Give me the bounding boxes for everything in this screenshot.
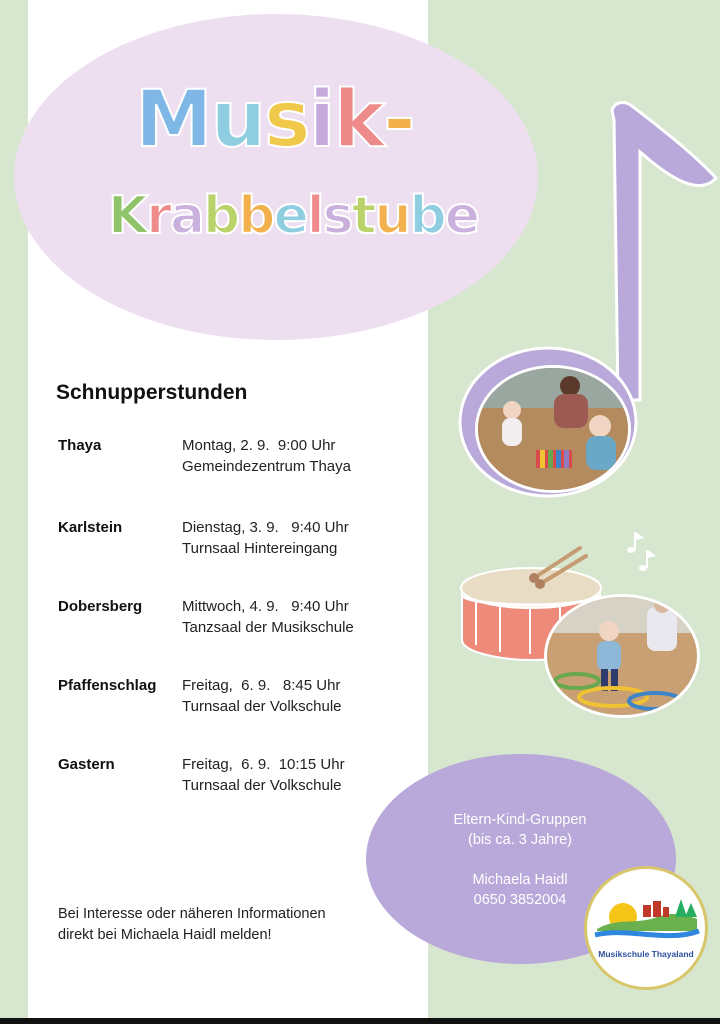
photo-xylophone xyxy=(475,365,631,493)
contact-block xyxy=(430,810,610,910)
photo-hoops xyxy=(544,594,700,718)
title-letter: M xyxy=(135,75,211,165)
title-letter: i xyxy=(308,75,334,165)
title-letter: e xyxy=(444,186,478,246)
title-oval xyxy=(14,14,538,340)
schedule-place: Karlstein xyxy=(58,519,123,536)
bottom-bar xyxy=(0,1018,720,1024)
title-letter: s xyxy=(264,75,309,165)
title-letter: b xyxy=(203,186,239,246)
contact-spacer xyxy=(430,850,610,870)
schedule-place: Dobersberg xyxy=(58,598,143,615)
footer-line-2: direkt bei Michaela Haidl melden! xyxy=(58,927,272,943)
contact-name: Michaela Haidl xyxy=(472,872,568,888)
footer-line-1: Bei Interesse oder näheren Informationen xyxy=(58,906,326,922)
schedule-date: Freitag, 6. 9. 8:45 Uhr xyxy=(182,677,341,694)
small-notes-icon xyxy=(627,532,656,571)
title-letter: e xyxy=(273,186,307,246)
title-letter: - xyxy=(383,75,414,165)
schedule-date: Dienstag, 3. 9. 9:40 Uhr xyxy=(182,519,349,536)
schedule-place: Thaya xyxy=(58,437,102,454)
title-letter: b xyxy=(238,186,274,246)
schedule-venue: Turnsaal Hintereingang xyxy=(182,540,338,557)
title-letter: t xyxy=(351,186,375,246)
title-letter: r xyxy=(146,186,170,246)
footer-info xyxy=(58,904,326,946)
group-label: Eltern-Kind-Gruppen xyxy=(453,812,587,828)
schedule-place: Pfaffenschlag xyxy=(58,677,157,694)
schedule-venue: Tanzsaal der Musikschule xyxy=(182,619,354,636)
schedule-venue: Gemeindezentrum Thaya xyxy=(182,458,351,475)
logo-label: Musikschule Thayaland xyxy=(598,949,694,959)
schedule-date: Mittwoch, 4. 9. 9:40 Uhr xyxy=(182,598,349,615)
schedule-date: Freitag, 6. 9. 10:15 Uhr xyxy=(182,756,345,773)
age-label: (bis ca. 3 Jahre) xyxy=(468,832,572,848)
music-note-icon xyxy=(612,103,716,400)
title-letter: a xyxy=(169,186,204,246)
contact-phone: 0650 3852004 xyxy=(473,892,567,908)
schedule-heading: Schnupperstunden xyxy=(56,381,248,404)
musikschule-logo xyxy=(584,866,708,990)
title-letter: u xyxy=(374,186,410,246)
schedule-date: Montag, 2. 9. 9:00 Uhr xyxy=(182,437,336,454)
title-krabbelstube xyxy=(108,186,478,246)
landscape-logo-icon xyxy=(587,869,705,949)
title-letter: k xyxy=(333,75,384,165)
title-letter: s xyxy=(322,186,352,246)
schedule-venue: Turnsaal der Volkschule xyxy=(182,777,342,794)
title-letter: K xyxy=(108,186,147,246)
schedule-place: Gastern xyxy=(58,756,115,773)
title-letter: l xyxy=(306,186,323,246)
title-letter: u xyxy=(210,75,265,165)
title-musik xyxy=(135,75,414,165)
title-letter: b xyxy=(409,186,445,246)
schedule-venue: Turnsaal der Volkschule xyxy=(182,698,342,715)
